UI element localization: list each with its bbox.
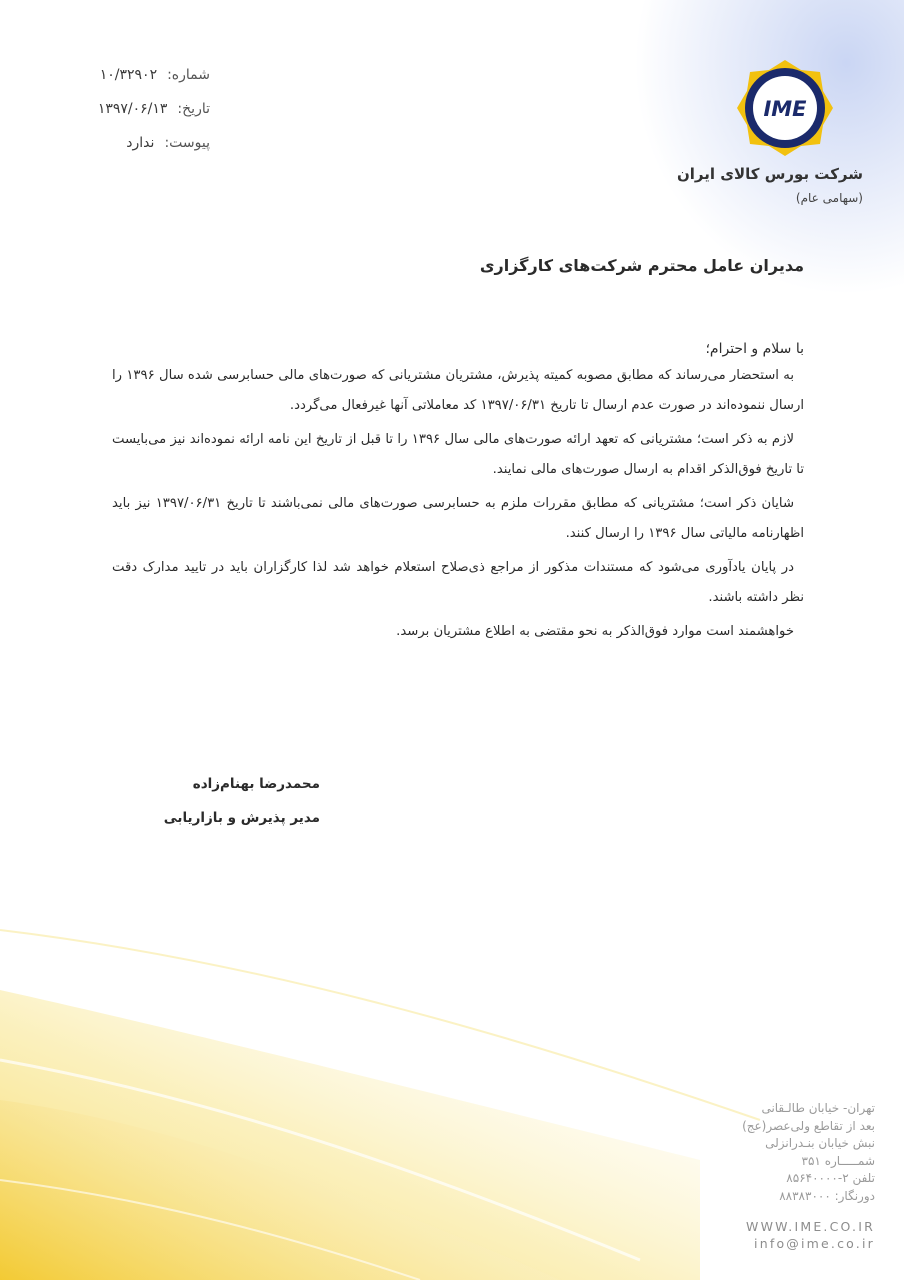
address-line: شمـــــاره ۳۵۱ [801,1153,875,1168]
company-type: (سهامی عام) [795,191,863,205]
company-block [640,165,863,205]
paragraph: در پایان یادآوری می‌شود که مستندات مذکور از مراجع ذی‌صلاح استعلام خواهد شد لذا کارگزاران باید در تایید مدارک دقت نظر داشته باشند. [112,560,804,605]
date-label: تاریخ: [177,101,210,117]
fax-line: دورنگار: ۸۸۳۸۳۰۰۰ [779,1188,875,1203]
salutation: مدیران عامل محترم شرکت‌های کارگزاری [479,256,804,275]
meta-attachment [40,132,210,166]
logo-text: IME [763,97,807,121]
company-name: شرکت بورس کالای ایران [676,165,863,183]
letter-meta [40,64,210,166]
paragraph: لازم به ذکر است؛ مشتریانی که تعهد ارائه صورت‌های مالی سال ۱۳۹۶ را تا قبل از تاریخ این نامه ارائه نموده‌اند نیز می‌بایست تا تاریخ فوق‌الذکر اقدام به ارسال صورت‌های مالی نمایند. [112,432,804,477]
footer-web [700,1218,875,1252]
address-line: تهران- خیابان طالـقانی [761,1101,875,1115]
date-value: ۱۳۹۷/۰۶/۱۳ [97,101,168,117]
ime-logo [735,58,835,158]
website-link[interactable]: WWW.IME.CO.IR [746,1219,875,1234]
footer-address [700,1100,875,1205]
address-line: بعد از تقاطع ولی‌عصر(عج) [742,1118,875,1133]
attachment-label: پیوست: [164,135,210,151]
paragraph: به استحضار می‌رساند که مطابق مصوبه کمیته پذیرش، مشتریان مشتریانی که صورت‌های مالی حسابرسی شده سال ۱۳۹۶ را ارسال ننموده‌اند در صورت عدم ارسال تا تاریخ ۱۳۹۷/۰۶/۳۱ کد معاملاتی آنها غیرفعال می‌گردد. [112,368,804,413]
letter-body [112,256,804,647]
signer-name: محمدرضا بهنام‌زاده [192,776,320,792]
meta-number [40,64,210,98]
email-link[interactable]: info@ime.co.ir [754,1236,875,1251]
phone-line: تلفن ۲-۸۵۶۴۰۰۰۰ [786,1171,875,1185]
address-line: نبش خیابان بنـدرانزلی [765,1136,875,1150]
number-label: شماره: [167,67,210,83]
number-value: ۱۰/۳۲۹۰۲ [99,67,158,83]
greeting: با سلام و احترام؛ [705,341,804,357]
paragraph: خواهشمند است موارد فوق‌الذکر به نحو مقتضی به اطلاع مشتریان برسد. [396,624,794,639]
signature-block [160,776,320,826]
attachment-value: ندارد [126,135,155,151]
paragraph: شایان ذکر است؛ مشتریانی که مطابق مقررات ملزم به حسابرسی صورت‌های مالی نمی‌باشند تا تاریخ ۱۳۹۷/۰۶/۳۱ نیز باید اظهارنامه مالیاتی سال ۱۳۹۶ را ارسال کنند. [112,496,804,541]
signer-title: مدیر پذیرش و بازاریابی [163,810,320,826]
meta-date [40,98,210,132]
